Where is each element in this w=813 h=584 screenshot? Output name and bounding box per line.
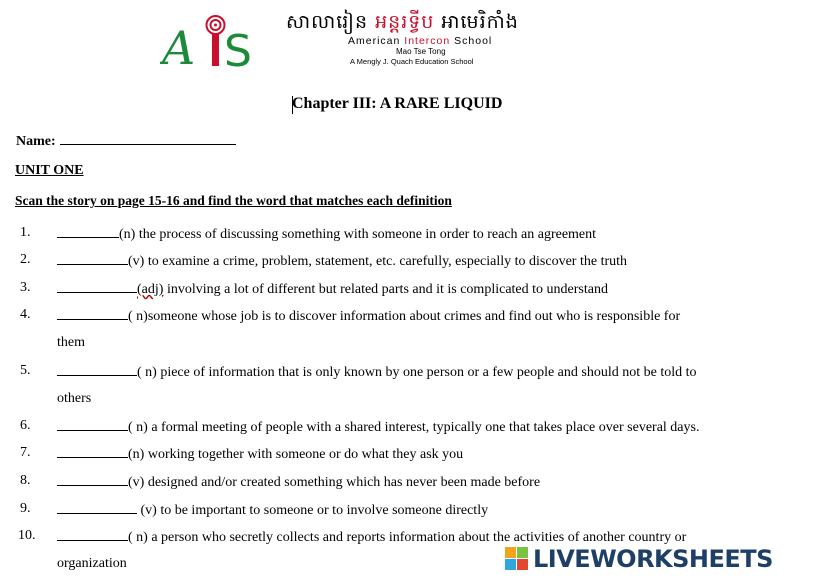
name-label: Name: (16, 134, 56, 149)
answer-blank[interactable] (57, 307, 128, 320)
answer-blank[interactable] (57, 501, 137, 514)
answer-blank[interactable] (57, 280, 137, 293)
logo-letter-a: A (162, 21, 196, 72)
definition-continuation: others (57, 391, 92, 406)
logo-letter-s: S (224, 26, 252, 72)
name-field (16, 131, 236, 150)
answer-blank[interactable] (57, 473, 128, 486)
school-tagline: A Mengly J. Quach Education School (350, 57, 474, 66)
answer-blank[interactable] (57, 363, 137, 376)
school-header (160, 10, 600, 72)
liveworksheets-logo-icon (505, 547, 529, 571)
ais-logo (160, 12, 290, 72)
liveworksheets-text: LIVEWORKSHEETS (533, 545, 773, 573)
definition-continuation: organization (57, 556, 127, 571)
campus-name: Mao Tse Tong (396, 47, 446, 56)
answer-blank[interactable] (57, 445, 128, 458)
definition-continuation: them (57, 335, 85, 350)
answer-blank[interactable] (57, 225, 119, 238)
answer-blank[interactable] (57, 418, 128, 431)
instruction-text: Scan the story on page 15-16 and find the word that matches each definition (15, 193, 452, 208)
school-name-english: American Intercon School (348, 35, 493, 47)
chapter-title: Chapter III: A RARE LIQUID (292, 95, 503, 112)
logo-letter-i (212, 34, 219, 66)
school-name-khmer: សាលារៀន អន្តរទ្វីប អាមេរិកាំង (286, 11, 519, 33)
unit-heading: UNIT ONE (15, 163, 84, 178)
answer-blank[interactable] (57, 252, 128, 265)
answer-blank[interactable] (57, 528, 128, 541)
name-blank[interactable] (60, 131, 236, 145)
